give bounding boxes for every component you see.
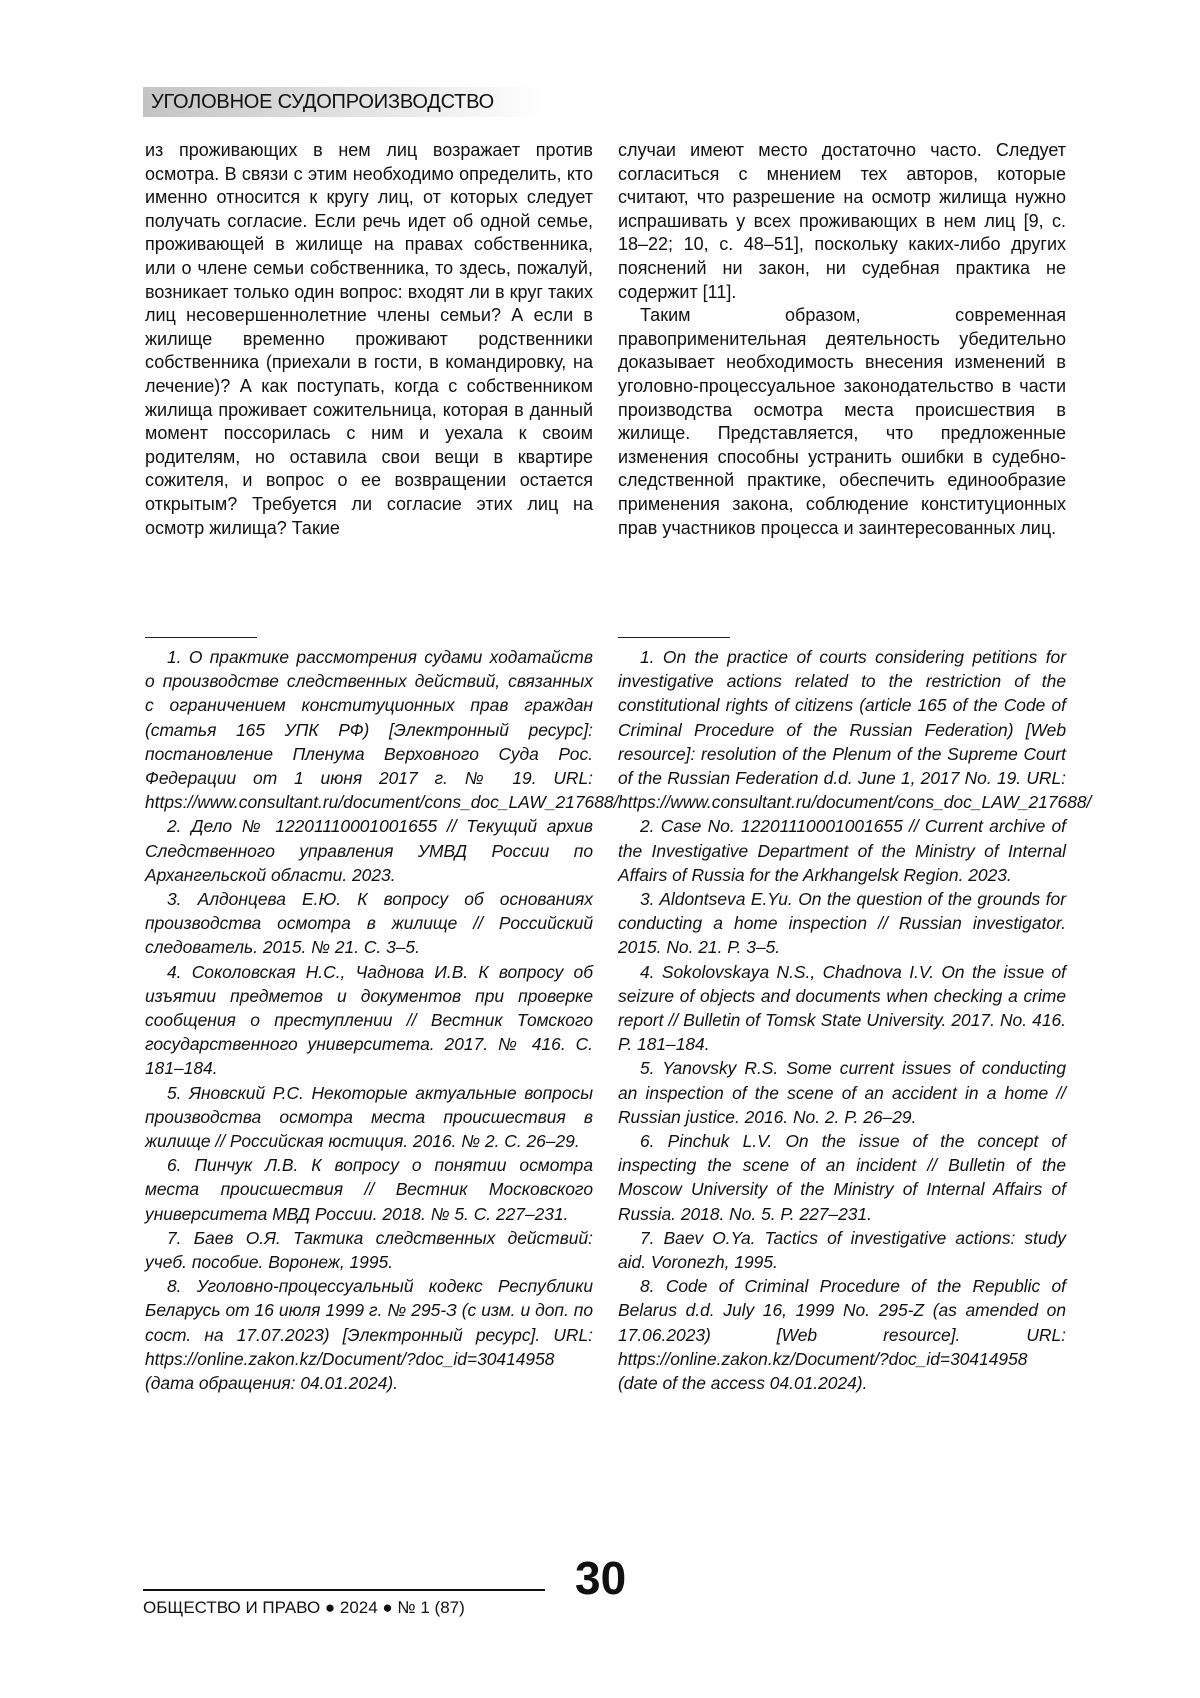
reference-item: 4. Соколовская Н.С., Чаднова И.В. К вопросу об изъятии предметов и документов при проверке сообщения о преступлении // Вестник Томского государственного университета. 2017. № 416. С. 181–184. bbox=[145, 960, 593, 1081]
footnote-divider bbox=[618, 637, 730, 638]
reference-item: 5. Яновский Р.С. Некоторые актуальные вопросы производства осмотра места происшествия в жилище // Российская юстиция. 2016. № 2. С. 26–29. bbox=[145, 1081, 593, 1154]
body-column-left bbox=[145, 139, 593, 540]
reference-item: 5. Yanovsky R.S. Some current issues of conducting an inspection of the scene of an accident in a home // Russian justice. 2016. No. 2. P. 26–29. bbox=[618, 1056, 1066, 1129]
references-english bbox=[618, 645, 1066, 1395]
reference-item: 3. Aldontseva E.Yu. On the question of the grounds for conducting a home inspection // Russian investigator. 2015. No. 21. P. 3–5. bbox=[618, 887, 1066, 960]
paragraph: из проживающих в нем лиц возражает против осмотра. В связи с этим необходимо определить, кто именно относится к кругу лиц, от которых следует получать согласие. Если речь идет об одной семье, проживающей в жилище на правах собственника, или о члене семьи собственника, то здесь, пожалуй, возникает только один вопрос: входят ли в круг таких лиц несовершеннолетние члены семьи? А если в жилище временно проживают родственники собственника (приехали в гости, в командировку, на лечение)? А как поступать, когда с собственником жилища проживает сожительница, которая в данный момент поссорилась с ним и уехала к своим родителям, но оставила свои вещи в квартире сожителя, и вопрос о ее возвращении остается открытым? Требуется ли согласие этих лиц на осмотр жилища? Такие bbox=[145, 139, 593, 540]
paragraph: Таким образом, современная правоприменительная деятельность убедительно доказывает необходимость внесения изменений в уголовно-процессуальное законодательство в части производства осмотра места происшествия в жилище. Представляется, что предложенные изменения способны устранить ошибки в судебно-следственной практике, обеспечить единообразие применения закона, соблюдение конституционных прав участников процесса и заинтересованных лиц. bbox=[618, 304, 1066, 540]
reference-item: 4. Sokolovskaya N.S., Chadnova I.V. On the issue of seizure of objects and documents when checking a crime report // Bulletin of Tomsk State University. 2017. No. 416. P. 181–184. bbox=[618, 960, 1066, 1057]
paragraph: случаи имеют место достаточно часто. Следует согласиться с мнением тех авторов, которые считают, что разрешение на осмотр жилища нужно испрашивать у всех проживающих в нем лиц [9, с. 18–22; 10, с. 48–51], поскольку каких-либо других пояснений ни закон, ни судебная практика не содержит [11]. bbox=[618, 139, 1066, 304]
reference-item: 7. Baev O.Ya. Tactics of investigative actions: study aid. Voronezh, 1995. bbox=[618, 1226, 1066, 1274]
reference-item: 8. Code of Criminal Procedure of the Republic of Belarus d.d. July 16, 1999 No. 295-Z (as amended on 17.06.2023) [Web resource]. URL: https://online.zakon.kz/Document/?doc_id=30414958 (date of the access 04.01.2024). bbox=[618, 1274, 1066, 1395]
references-russian bbox=[145, 645, 593, 1395]
reference-item: 6. Pinchuk L.V. On the issue of the concept of inspecting the scene of an incident // Bulletin of the Moscow University of the Ministry of Internal Affairs of Russia. 2018. No. 5. P. 227–231. bbox=[618, 1129, 1066, 1226]
reference-item: 2. Case No. 12201110001001655 // Current archive of the Investigative Department of the Ministry of Internal Affairs of Russia for the Arkhangelsk Region. 2023. bbox=[618, 814, 1066, 887]
reference-item: 8. Уголовно-процессуальный кодекс Республики Беларусь от 16 июля 1999 г. № 295-З (с изм. и доп. по сост. на 17.07.2023) [Электронный ресурс]. URL: https://online.zakon.kz/Document/?doc_id=30414958 (дата обращения: 04.01.2024). bbox=[145, 1274, 593, 1395]
footer-rule bbox=[143, 1589, 545, 1591]
journal-title: ОБЩЕСТВО И ПРАВО ● 2024 ● № 1 (87) bbox=[143, 1598, 465, 1618]
reference-item: 1. On the practice of courts considering petitions for investigative actions related to the restriction of the constitutional rights of citizens (article 165 of the Code of Criminal Procedure of the Russian Federation) [Web resource]: resolution of the Plenum of the Supreme Court of the Russian Federation d.d. June 1, 2017 No. 19. URL: https://www.consultant.ru/document/cons_doc_LAW_217688/ bbox=[618, 645, 1066, 814]
footnote-divider bbox=[145, 637, 257, 638]
reference-item: 1. О практике рассмотрения судами ходатайств о производстве следственных действий, связанных с ограничением конституционных прав граждан (статья 165 УПК РФ) [Электронный ресурс]: постановление Пленума Верховного Суда Рос. Федерации от 1 июня 2017 г. № 19. URL: https://www.consultant.ru/document/cons_doc_LAW_217688/ bbox=[145, 645, 593, 814]
body-column-right bbox=[618, 139, 1066, 540]
reference-item: 6. Пинчук Л.В. К вопросу о понятии осмотра места происшествия // Вестник Московского университета МВД России. 2018. № 5. С. 227–231. bbox=[145, 1153, 593, 1226]
reference-item: 2. Дело № 12201110001001655 // Текущий архив Следственного управления УМВД России по Архангельской области. 2023. bbox=[145, 814, 593, 887]
reference-item: 3. Алдонцева Е.Ю. К вопросу об основаниях производства осмотра в жилище // Российский следователь. 2015. № 21. С. 3–5. bbox=[145, 887, 593, 960]
section-header: УГОЛОВНОЕ СУДОПРОИЗВОДСТВО bbox=[143, 87, 543, 117]
reference-item: 7. Баев О.Я. Тактика следственных действий: учеб. пособие. Воронеж, 1995. bbox=[145, 1226, 593, 1274]
page-number: 30 bbox=[575, 1553, 626, 1603]
